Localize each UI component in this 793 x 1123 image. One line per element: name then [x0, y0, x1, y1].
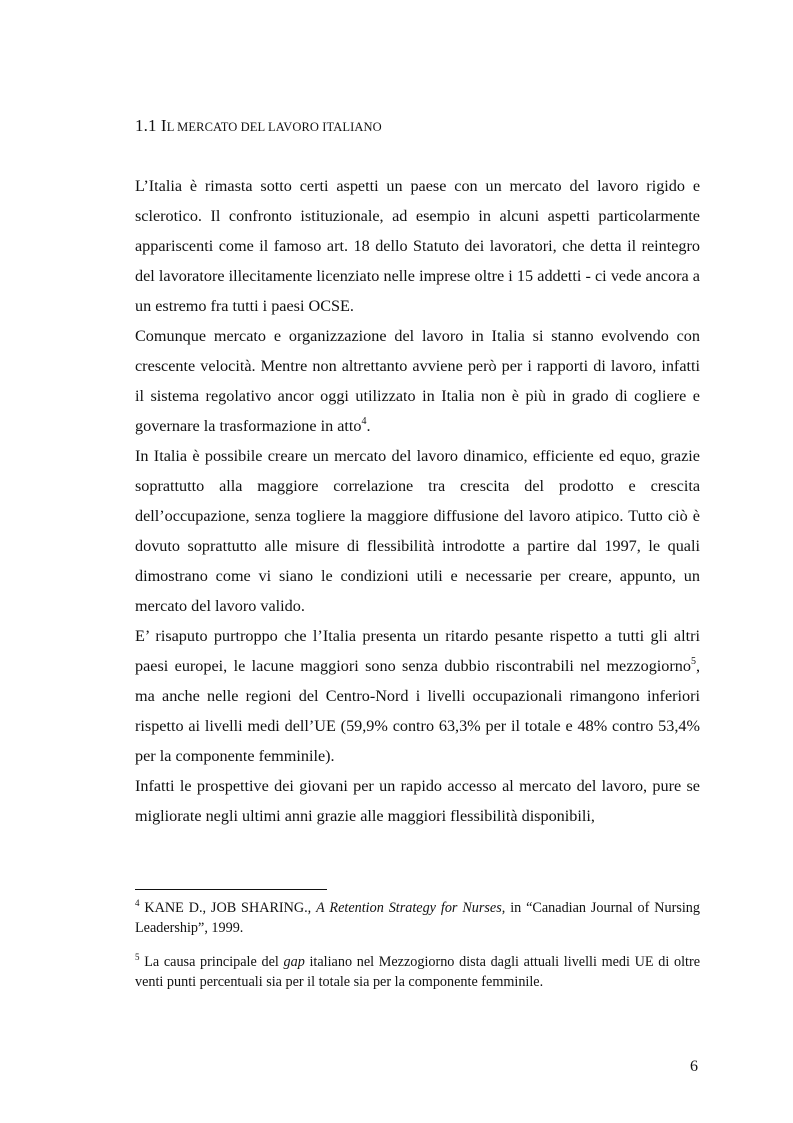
paragraph-2-end: .	[366, 417, 371, 435]
paragraph-5: Infatti le prospettive dei giovani per un rapido accesso al mercato del lavoro, pure se migliorate negli ultimi anni grazie alle maggiori flessibilità disponibili,	[135, 777, 700, 825]
section-title-initial: I	[160, 116, 167, 135]
section-heading	[135, 116, 382, 136]
footnote-ref-5[interactable]: 5	[690, 656, 696, 667]
paragraph-2	[135, 321, 700, 441]
paragraph-4-end: , ma anche nelle regioni del Centro-Nord i livelli occupazionali rimangono inferiori rispetto ai livelli medi dell’UE (59,9% contro 63,3% per il totale e 48% contro 53,4% per la componente femminile).	[135, 657, 700, 765]
paragraph-4	[135, 621, 700, 771]
footnote-5-text-b: italiano nel Mezzogiorno dista dagli attuali livelli medi UE di oltre venti punti percentuali sia per il totale sia per la componente femminile.	[135, 954, 701, 990]
paragraph-4-text: E’ risaputo purtroppo che l’Italia presenta un ritardo pesante rispetto a tutti gli altri paesi europei, le lacune maggiori sono senza dubbio riscontrabili nel mezzogiorno	[135, 627, 700, 675]
footnote-4-text-b: , in “Canadian Journal of Nursing Leadership”, 1999.	[135, 900, 700, 936]
page-number: 6	[690, 1058, 698, 1075]
footnote-4-title: A Retention Strategy for Nurses	[316, 900, 502, 916]
section-number: 1.1	[135, 116, 157, 135]
section-title-rest: L MERCATO DEL LAVORO ITALIANO	[166, 120, 382, 134]
footnote-4	[135, 898, 700, 938]
footnote-4-number: 4	[135, 898, 140, 908]
footnote-5	[135, 952, 700, 992]
footnote-5-text-a: La causa principale del	[139, 954, 284, 970]
body-text	[135, 171, 700, 831]
footnote-ref-4[interactable]: 4	[361, 416, 367, 427]
paragraph-2-text: Comunque mercato e organizzazione del lavoro in Italia si stanno evolvendo con crescente velocità. Mentre non altrettanto avviene però per i rapporti di lavoro, infatti il sistema regolativo ancor oggi utilizzato in Italia non è più in grado di cogliere e governare la trasformazione in atto	[135, 327, 700, 435]
footnote-divider	[135, 889, 327, 890]
paragraph-3: In Italia è possibile creare un mercato del lavoro dinamico, efficiente ed equo, grazie soprattutto alla maggiore correlazione tra crescita del prodotto e crescita dell’occupazione, senza togliere la maggiore diffusione del lavoro atipico. Tutto ciò è dovuto soprattutto alle misure di flessibilità introdotte a partire dal 1997, le quali dimostrano come vi siano le condizioni utili e necessarie per creare, appunto, un mercato del lavoro valido.	[135, 447, 700, 615]
footnote-5-term: gap	[283, 954, 305, 970]
footnote-4-text-a: KANE D., JOB SHARING.,	[139, 900, 317, 916]
footnote-5-number: 5	[135, 952, 140, 962]
paragraph-1: L’Italia è rimasta sotto certi aspetti un paese con un mercato del lavoro rigido e sclerotico. Il confronto istituzionale, ad esempio in alcuni aspetti particolarmente appariscenti come il famoso art. 18 dello Statuto dei lavoratori, che detta il reintegro del lavoratore illecitamente licenziato nelle imprese oltre i 15 addetti - ci vede ancora a un estremo fra tutti i paesi OCSE.	[135, 177, 700, 315]
